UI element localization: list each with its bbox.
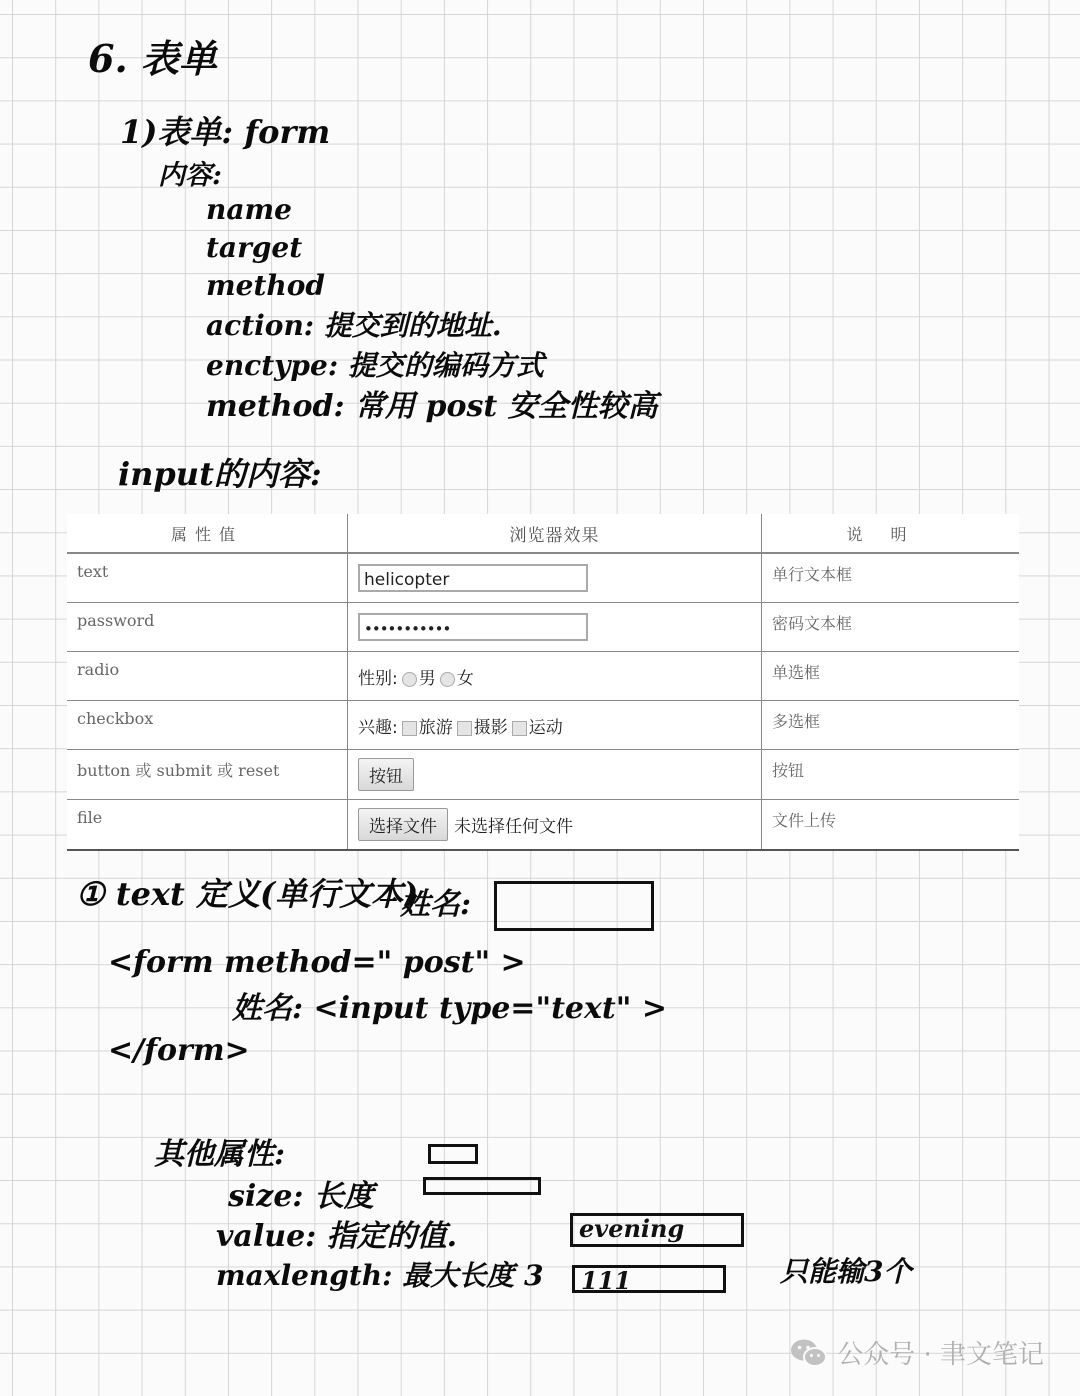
password-input-demo[interactable]: ••••••••••• (358, 613, 588, 641)
header-effect: 浏览器效果 (348, 514, 762, 553)
checkbox-option: 旅游 (418, 718, 453, 738)
checkbox-option: 运动 (528, 718, 563, 738)
row-attr: text (67, 553, 348, 603)
row-demo (348, 750, 762, 800)
checkbox-option: 摄影 (473, 718, 508, 738)
watermark-text: 公众号 · 聿文笔记 (837, 1340, 1044, 1370)
row-demo (348, 652, 762, 701)
attribute-method: method (206, 269, 325, 302)
content-label: 内容: (158, 160, 222, 191)
text-heading: ① text 定义(单行文本) (76, 875, 419, 913)
form-heading: 1)表单: form (120, 113, 331, 151)
checkbox-label: 兴趣: (358, 718, 398, 738)
row-desc: 单行文本框 (762, 553, 1020, 603)
table-row (67, 553, 1019, 603)
radio-option: 男 (418, 669, 436, 689)
row-attr: password (67, 603, 348, 652)
row-desc: 按钮 (762, 750, 1020, 800)
radio-button-icon[interactable] (440, 672, 455, 687)
row-desc: 单选框 (762, 652, 1020, 701)
row-desc: 文件上传 (762, 800, 1020, 851)
row-demo (348, 553, 762, 603)
checkbox-icon[interactable] (402, 721, 417, 736)
code-line-input: 姓名: <input type="text" > (232, 991, 667, 1026)
input-heading: input的内容: (118, 455, 322, 493)
drawn-small-box (428, 1144, 478, 1164)
row-desc: 多选框 (762, 701, 1020, 750)
input-types-table (67, 514, 1019, 851)
code-line-form-open: <form method=" post" > (108, 945, 526, 980)
table-row (67, 603, 1019, 652)
section-title: 6. 表单 (88, 36, 217, 81)
drawn-size-box (423, 1177, 541, 1195)
attribute-method-note: method: 常用 post 安全性较高 (206, 389, 658, 424)
row-attr: radio (67, 652, 348, 701)
other-attrs-heading: 其他属性: (154, 1137, 286, 1172)
drawn-maxlength-box: 111 (572, 1265, 726, 1293)
text-input-demo[interactable]: helicopter (358, 564, 588, 592)
row-attr: checkbox (67, 701, 348, 750)
attribute-enctype: enctype: 提交的编码方式 (206, 349, 544, 382)
row-desc: 密码文本框 (762, 603, 1020, 652)
code-line-form-close: </form> (108, 1033, 250, 1068)
drawn-text-box (494, 881, 654, 931)
file-status: 未选择任何文件 (454, 817, 573, 837)
size-note: size: 长度 (228, 1179, 374, 1214)
value-note: value: 指定的值. (216, 1219, 458, 1254)
table-row (67, 800, 1019, 851)
demo-button[interactable]: 按钮 (358, 758, 414, 791)
name-label: 姓名: (400, 887, 472, 922)
attribute-action: action: 提交到的地址. (206, 309, 502, 342)
table-row (67, 750, 1019, 800)
table-row (67, 652, 1019, 701)
radio-button-icon[interactable] (402, 672, 417, 687)
row-demo (348, 701, 762, 750)
radio-label: 性别: (358, 669, 398, 689)
maxlength-hint: 只能输3个 (780, 1255, 912, 1288)
table-row (67, 701, 1019, 750)
checkbox-icon[interactable] (512, 721, 527, 736)
attribute-target: target (206, 231, 303, 264)
attribute-name: name (206, 193, 292, 226)
radio-option: 女 (456, 669, 474, 689)
drawn-value-box: evening (570, 1213, 744, 1247)
choose-file-button[interactable]: 选择文件 (358, 808, 448, 841)
row-attr: button 或 submit 或 reset (67, 750, 348, 800)
row-demo (348, 603, 762, 652)
table-header-row (67, 514, 1019, 553)
row-demo (348, 800, 762, 851)
maxlength-note: maxlength: 最大长度 3 (216, 1259, 544, 1292)
row-attr: file (67, 800, 348, 851)
header-attr: 属性值 (67, 514, 348, 553)
header-desc: 说明 (762, 514, 1020, 553)
wechat-icon (789, 1337, 829, 1369)
checkbox-icon[interactable] (457, 721, 472, 736)
watermark (789, 1334, 1044, 1371)
